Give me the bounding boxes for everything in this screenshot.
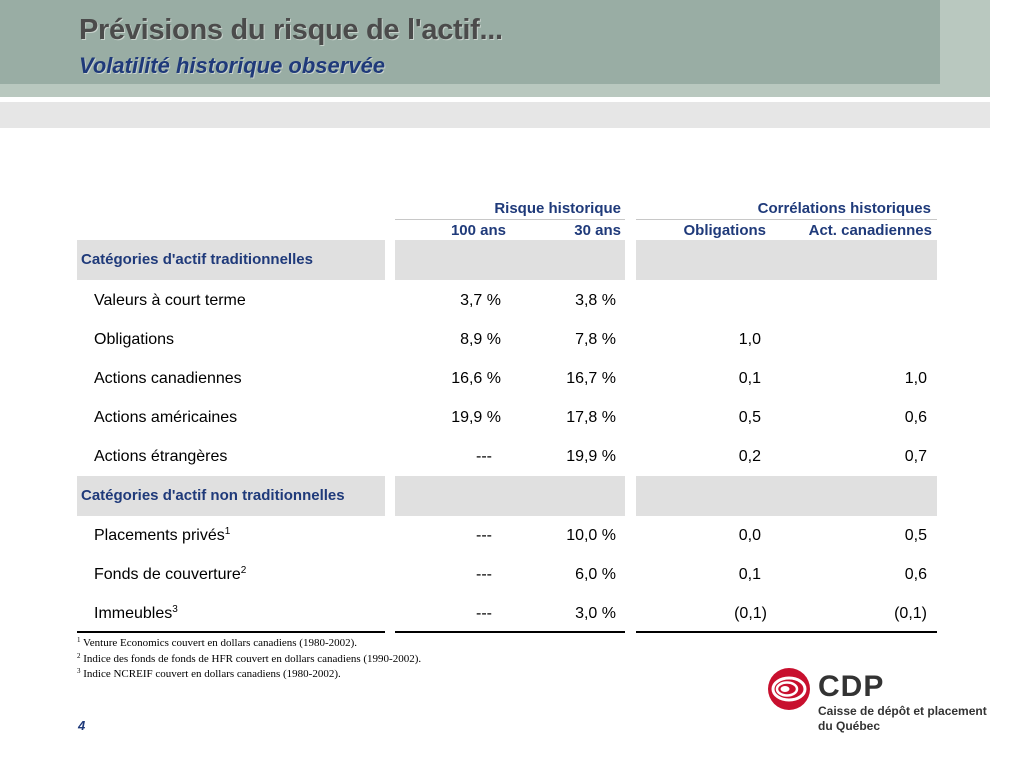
cell-act-canadiennes: (0,1)	[894, 605, 927, 622]
footnote-3: $^3$ Indice NCREIF couvert en dollars canadiens (1980-2002).	[77, 667, 341, 680]
cell-obligations: 0,5	[738, 409, 761, 426]
cell-100-ans: 3,7 %	[460, 292, 501, 309]
cdp-emblem-icon	[766, 666, 812, 712]
table-row	[77, 398, 937, 437]
section-label: Catégories d'actif non traditionnelles	[81, 487, 345, 504]
cell-30-ans: 3,8 %	[575, 292, 616, 309]
row-label: Actions étrangères	[94, 448, 228, 465]
logo-wordmark: CDP	[818, 670, 885, 703]
cell-30-ans: 6,0 %	[575, 566, 616, 583]
section-band	[395, 476, 625, 516]
cell-100-ans: 8,9 %	[460, 331, 501, 348]
cell-act-canadiennes: 0,5	[904, 527, 927, 544]
table-row	[77, 437, 937, 476]
table-row	[77, 281, 937, 320]
row-label: Placements privés$^1$	[94, 526, 231, 544]
cell-obligations: (0,1)	[734, 605, 767, 622]
table-row	[77, 555, 937, 594]
row-label: Fonds de couverture$^2$	[94, 565, 247, 583]
page-title: Prévisions du risque de l'actif...	[79, 14, 503, 46]
column-header-30-ans: 30 ans	[574, 222, 621, 239]
section-band	[395, 240, 625, 280]
cell-100-ans: ---	[476, 566, 492, 583]
section-band	[636, 476, 937, 516]
cell-30-ans: 7,8 %	[575, 331, 616, 348]
cell-obligations: 0,2	[738, 448, 761, 465]
table-bottom-rule	[636, 631, 937, 633]
table-bottom-rule	[77, 631, 385, 633]
column-header-act-canadiennes: Act. canadiennes	[808, 222, 932, 239]
group-header-risk: Risque historique	[395, 198, 625, 220]
table-row	[77, 359, 937, 398]
cell-obligations: 0,1	[738, 566, 761, 583]
cell-act-canadiennes: 0,7	[904, 448, 927, 465]
cell-act-canadiennes: 0,6	[904, 409, 927, 426]
table-row	[77, 594, 937, 633]
cell-act-canadiennes: 1,0	[904, 370, 927, 387]
table-bottom-rule	[395, 631, 625, 633]
cell-obligations: 1,0	[738, 331, 761, 348]
table-row	[77, 320, 937, 359]
cell-100-ans: ---	[476, 605, 492, 622]
section-label: Catégories d'actif traditionnelles	[81, 251, 313, 268]
logo-caption: Caisse de dépôt et placement du Québec	[818, 704, 987, 733]
cell-30-ans: 3,0 %	[575, 605, 616, 622]
group-header-correlation: Corrélations historiques	[636, 198, 937, 220]
row-label: Obligations	[94, 331, 175, 348]
page-number: 4	[78, 718, 86, 733]
page-subtitle: Volatilité historique observée	[79, 53, 386, 78]
cell-30-ans: 19,9 %	[566, 448, 616, 465]
table-row	[77, 516, 937, 555]
section-band	[636, 240, 937, 280]
cell-100-ans: 19,9 %	[451, 409, 501, 426]
row-label: Actions américaines	[94, 409, 238, 426]
row-label: Valeurs à court terme	[94, 292, 246, 309]
footnote-1: $^1$ Venture Economics couvert en dollars canadiens (1980-2002).	[77, 636, 358, 649]
header-stripe	[0, 102, 990, 128]
cell-100-ans: 16,6 %	[451, 370, 501, 387]
cell-100-ans: ---	[476, 448, 492, 465]
cell-30-ans: 10,0 %	[566, 527, 616, 544]
cell-obligations: 0,1	[738, 370, 761, 387]
cell-obligations: 0,0	[738, 527, 761, 544]
cell-30-ans: 17,8 %	[566, 409, 616, 426]
section-traditional	[77, 240, 937, 280]
section-non-traditional	[77, 476, 937, 516]
cell-act-canadiennes: 0,6	[904, 566, 927, 583]
cell-100-ans: ---	[476, 527, 492, 544]
header-side-block	[940, 0, 990, 97]
column-header-obligations: Obligations	[683, 222, 766, 239]
footnote-2: $^2$ Indice des fonds de fonds de HFR couvert en dollars canadiens (1990-2002).	[77, 652, 422, 665]
cell-30-ans: 16,7 %	[566, 370, 616, 387]
cdp-logo	[766, 664, 996, 744]
row-label: Immeubles$^3$	[94, 604, 178, 622]
header-divider	[0, 84, 990, 97]
column-header-100-ans: 100 ans	[450, 222, 506, 239]
row-label: Actions canadiennes	[94, 370, 242, 387]
